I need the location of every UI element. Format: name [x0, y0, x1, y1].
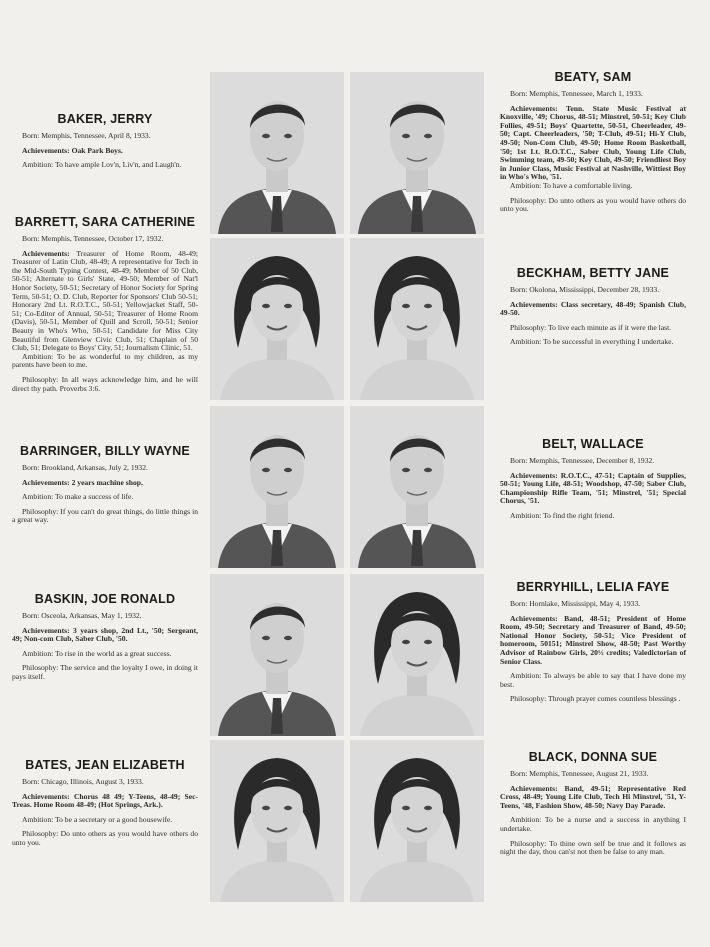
achievements-label: Achievements: — [22, 248, 70, 258]
bio-paragraph: Ambition: To make a success of life. — [22, 492, 134, 502]
achievements-value: Tenn. State Music Festival at Knoxville, '49; Chorus, 48-51; Minstrel, 50-51; Key Club Follies, 49-51; Boys' Quartette, 50-51, Cheerleader, 49-50; Capt. Cheerleaders, '50; T-Club, 49-51; Hi-Y Club, 49-50; Non-Com Club, 49-50; Home Room Basketball, '50; 1st Lt. R.O.T.C., Saber Club, Young Life Club, Swimming team, 49-50; Key Club, 49-50; Friendliest Boy in Junior Class, Music Festival at Nashville, Wittiest Boy in Who's Who, '51. — [500, 103, 686, 182]
bio-paragraph: Philosophy: Through prayer comes countless blessings . — [510, 694, 681, 704]
portrait-photo-joe-ronald-baskin — [210, 574, 344, 736]
portrait-photo-billy-wayne-barringer — [210, 406, 344, 568]
achievements-text — [12, 627, 198, 644]
bio-paragraph: Ambition: To always be able to say that I have done my best. — [500, 671, 686, 689]
achievements-value: Oak Park Boys. — [69, 145, 123, 155]
student-name: BAKER, JERRY — [57, 112, 153, 126]
student-name: BASKIN, JOE RONALD — [34, 592, 176, 606]
bio-paragraph: Ambition: To find the right friend. — [510, 510, 615, 520]
bio-paragraph: Philosophy: To thine own self be true and it follows as night the day, thou can'st not then be false to any man. — [500, 838, 686, 857]
bio-paragraph: Born: Brookland, Arkansas, July 2, 1932. — [22, 463, 148, 472]
portrait-image — [210, 574, 344, 736]
bio-paragraph: Ambition: To have a comfortable living. — [510, 180, 633, 190]
bio-paragraph: Ambition: To rise in the world as a great success. — [22, 648, 172, 658]
bio-paragraph: Born: Memphis, Tennessee, April 8, 1933. — [22, 131, 151, 140]
achievements-label: Achievements: — [510, 613, 558, 623]
portrait-image — [210, 72, 344, 234]
achievements-label: Achievements: — [510, 783, 558, 793]
portrait-photo-donna-sue-black — [350, 740, 484, 902]
portrait-photo-jerry-baker — [210, 72, 344, 234]
bio-paragraph: Born: Memphis, Tennessee, March 1, 1933. — [510, 89, 643, 98]
achievements-text — [500, 105, 686, 182]
student-entry-berryhill-lelia-faye — [500, 580, 686, 710]
bio-paragraph: Ambition: To be a secretary or a good housewife. — [22, 814, 173, 824]
portrait-photo-lelia-faye-berryhill — [350, 574, 484, 736]
student-entry-beckham-betty-jane — [500, 266, 686, 353]
bio-paragraph: Born: Memphis, Tennessee, October 17, 1932. — [22, 234, 164, 243]
student-name: BELT, WALLACE — [542, 437, 644, 451]
student-entry-belt-wallace — [500, 437, 686, 527]
achievements-value: R.O.T.C., 47-51; Captain of Supplies, 50-51; Young Life, 48-51; Woodshop, 47-50; Saber Club, Championship Rifle Team, '51; Minstrel, '51; Special Chorus, '51. — [500, 470, 686, 506]
achievements-value: 2 years machine shop. — [69, 477, 143, 487]
bio-paragraph: Philosophy: To live each minute as if it were the last. — [510, 322, 672, 332]
student-name: BERRYHILL, LELIA FAYE — [516, 580, 670, 594]
achievements-text — [12, 479, 198, 488]
portrait-image — [350, 740, 484, 902]
bio-paragraph: Philosophy: The service and the loyalty I owe, in doing it pays itself. — [12, 663, 198, 681]
achievements-text — [12, 147, 198, 156]
portrait-photo-wallace-belt — [350, 406, 484, 568]
portrait-image — [210, 238, 344, 400]
portrait-photo-betty-jane-beckham — [350, 238, 484, 400]
bio-paragraph: Born: Hornlake, Mississippi, May 4, 1933. — [510, 599, 641, 608]
student-entry-baker-jerry — [12, 112, 198, 176]
portrait-photo-sara-catherine-barrett — [210, 238, 344, 400]
portrait-photo-jean-elizabeth-bates — [210, 740, 344, 902]
achievements-text — [12, 793, 198, 810]
portrait-image — [350, 406, 484, 568]
achievements-text — [500, 615, 686, 667]
achievements-label: Achievements: — [22, 791, 70, 801]
achievements-label: Achievements: — [510, 299, 558, 309]
bio-paragraph: Born: Chicago, Illinois, August 3, 1933. — [22, 777, 144, 786]
bio-paragraph: Born: Memphis, Tennessee, December 8, 1932. — [510, 456, 655, 465]
achievements-value: 3 years shop, 2nd Lt., '50; Sergeant, 49; Non-com Club, Saber Club, '50. — [12, 625, 198, 644]
achievements-value: Band, 49-51; Representative Red Cross, 48-49; Young Life Club, Tech Hi Minstrel, '51, Y-Teens, '48, Fashion Show, 48-50; Navy Day Parade. — [500, 783, 686, 810]
portrait-image — [210, 406, 344, 568]
portrait-photo-sam-beaty — [350, 72, 484, 234]
bio-paragraph: Ambition: To be as wonderful to my children, as my parents have been to me. — [12, 351, 198, 370]
portrait-image — [210, 740, 344, 902]
achievements-label: Achievements: — [510, 470, 558, 480]
achievements-value: Class secretary, 48-49; Spanish Club, 49-50. — [500, 299, 686, 318]
achievements-text — [500, 472, 686, 506]
student-entry-barrett-sara-catherine — [12, 215, 198, 399]
student-name: BECKHAM, BETTY JANE — [516, 266, 670, 280]
student-entry-black-donna-sue — [500, 750, 686, 863]
achievements-text — [500, 301, 686, 318]
bio-paragraph: Philosophy: Do unto others as you would have others do unto you. — [500, 195, 686, 214]
bio-paragraph: Ambition: To be successful in everything I undertake. — [510, 337, 674, 347]
portrait-image — [350, 72, 484, 234]
student-name: BATES, JEAN ELIZABETH — [25, 758, 185, 772]
student-entry-bates-jean-elizabeth — [12, 758, 198, 854]
achievements-value: Treasurer of Home Room, 48-49; Treasurer of Latin Club, 48-49; A representative for Tech in the Mid-South Typing Contest, 48-49; Member of 50 Club, 50-51; Alternate to Girls' State, 49-50; Member of Nat'l Honor Society, 50-51; Secretary of Honor Society for Spring Term, 50-51; O. D. Club, Reporter for Sponsors' Club 50-51; Honorary 2nd Lt. R.O.T.C., 50-51; Yellowjacket Staff, 50-51; Co-Editor of Annual, 50-51; Treasurer of Home Room (Davis), 50-51, Member of Quill and Scroll, 50-51; Senior Beauty in Who's Who, 50-51; Candidate for Miss City Beautiful from Glenview Civic Club, 51; Chaplain of 50 Club, 51; Delegate to Boys' City, 51; Journalism Clinic, 51. — [12, 248, 198, 353]
student-entry-barringer-billy-wayne — [12, 444, 198, 531]
achievements-text — [500, 785, 686, 811]
student-entry-beaty-sam — [500, 70, 686, 220]
achievements-text — [12, 250, 198, 353]
achievements-label: Achievements: — [510, 103, 558, 113]
bio-paragraph: Philosophy: If you can't do great things, do little things in a great way. — [12, 506, 198, 525]
bio-paragraph: Born: Okolona, Mississippi, December 28, 1933. — [510, 285, 660, 294]
bio-paragraph: Born: Memphis, Tennessee, August 21, 1933. — [510, 769, 649, 778]
achievements-label: Achievements: — [22, 625, 70, 635]
portrait-image — [350, 574, 484, 736]
student-entry-baskin-joe-ronald — [12, 592, 198, 688]
bio-paragraph: Ambition: To be a nurse and a success in anything I undertake. — [500, 815, 686, 833]
achievements-value: Band, 48-51; President of Home Room, 49-50; Secretary and Treasurer of Band, 49-50; National Honor Society, 50-51; Vice President of homeroom, 50151; Minstrel Show, 48-50; Past Worthy Advisor of Rainbow Girls, 20½ credits; Valedictorian of Senior Class. — [500, 613, 686, 666]
bio-paragraph: Ambition: To have ample Lov'n, Liv'n, and Laugh'n. — [22, 160, 182, 170]
achievements-value: Chorus 48 49; Y-Teens, 48-49; Sec-Treas. Home Room 48-49; (Hot Springs, Ark.). — [12, 791, 198, 810]
portrait-image — [350, 238, 484, 400]
bio-paragraph: Philosophy: In all ways acknowledge him, and he will direct thy path. Proverbs 3:6. — [12, 374, 198, 393]
bio-paragraph: Philosophy: Do unto others as you would have others do unto you. — [12, 829, 198, 847]
student-name: BLACK, DONNA SUE — [528, 750, 658, 764]
bio-paragraph: Born: Osceola, Arkansas, May 1, 1932. — [22, 611, 142, 620]
student-name: BARRINGER, BILLY WAYNE — [20, 444, 190, 458]
student-name: BEATY, SAM — [554, 70, 632, 84]
achievements-label: Achievements: — [22, 477, 70, 487]
student-name: BARRETT, SARA CATHERINE — [14, 215, 196, 229]
achievements-label: Achievements: — [22, 145, 70, 155]
